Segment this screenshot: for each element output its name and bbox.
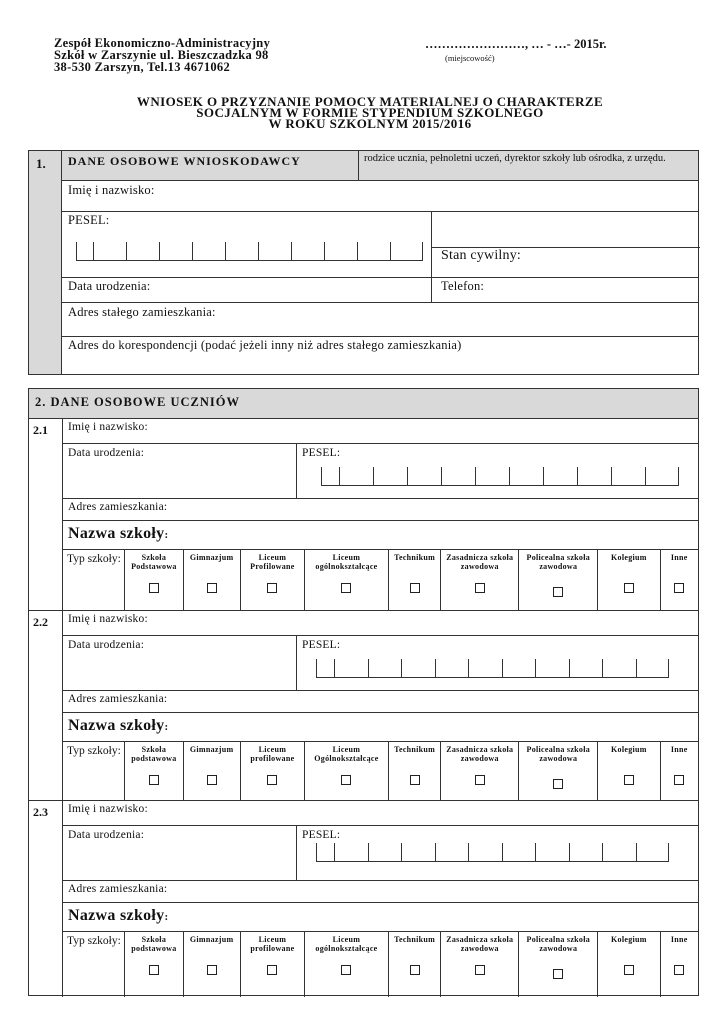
school-name-label[interactable] — [68, 717, 168, 735]
school-type-option[interactable] — [660, 741, 699, 801]
school-type-label: Szkoła Podstawowa — [131, 553, 177, 571]
student-block — [29, 611, 698, 801]
school-type-option[interactable] — [124, 741, 182, 801]
pesel-digit-cell[interactable] — [291, 242, 324, 260]
correspondence-address-label: Adres do korespondencji (podać jeżeli inny niż adres stałego zamieszkania) — [68, 338, 462, 352]
pesel-digit-cell[interactable] — [645, 467, 679, 485]
pesel-digit-cell[interactable] — [76, 242, 93, 260]
pesel-digit-cell[interactable] — [401, 843, 435, 861]
school-type-label: Technikum — [394, 935, 436, 944]
pesel-digit-cell[interactable] — [569, 843, 603, 861]
school-type-row — [63, 931, 698, 997]
pesel-digit-cell[interactable] — [225, 242, 258, 260]
school-type-option[interactable] — [124, 549, 182, 611]
school-type-option[interactable] — [183, 931, 240, 997]
place-caption: (miejscowość) — [445, 53, 495, 63]
birth-pesel-divider — [296, 825, 297, 880]
school-type-checkbox[interactable] — [624, 775, 634, 785]
school-type-checkbox[interactable] — [207, 583, 217, 593]
pesel-digit-cell[interactable] — [535, 843, 569, 861]
title-line-2: SOCJALNYM W FORMIE STYPENDIUM SZKOLNEGO — [196, 105, 544, 120]
pesel-digit-cell[interactable] — [321, 467, 339, 485]
row-divider — [63, 825, 698, 826]
school-type-option[interactable] — [388, 741, 440, 801]
student-name-label: Imię i nazwisko: — [68, 803, 148, 815]
pesel-digit-cell[interactable] — [602, 843, 636, 861]
birth-phone-row — [62, 278, 698, 303]
school-type-checkbox[interactable] — [475, 775, 485, 785]
school-type-label: Inne — [670, 553, 688, 562]
school-type-label: Policealna szkoła zawodowa — [526, 553, 591, 571]
section-2-header — [29, 389, 698, 419]
pesel-digit-cell[interactable] — [159, 242, 192, 260]
pesel-digit-cell[interactable] — [373, 467, 407, 485]
section-applicant — [28, 150, 699, 375]
school-type-option[interactable] — [660, 549, 699, 611]
school-type-label: Szkoła podstawowa — [131, 935, 177, 953]
pesel-digit-cell[interactable] — [435, 843, 469, 861]
school-type-checkbox[interactable] — [674, 775, 684, 785]
applicant-pesel-row — [62, 212, 698, 278]
school-type-option[interactable] — [597, 549, 659, 611]
row-divider — [63, 635, 698, 636]
row-divider — [63, 712, 698, 713]
applicant-address-label: Adres stałego zamieszkania: — [68, 305, 216, 319]
school-type-checkbox[interactable] — [475, 583, 485, 593]
student-name-label: Imię i nazwisko: — [68, 613, 148, 625]
school-type-label: Gimnazjum — [189, 935, 234, 944]
school-name-text: Nazwa szkoły — [68, 907, 165, 924]
school-type-label: Liceum profilowane — [250, 935, 295, 953]
pesel-digit-cell[interactable] — [258, 242, 291, 260]
school-type-label: Technikum — [394, 745, 436, 754]
school-type-label: Policealna szkoła zawodowa — [526, 745, 591, 763]
pesel-digit-cell[interactable] — [509, 467, 543, 485]
school-type-checkbox[interactable] — [410, 583, 420, 593]
school-type-label: Liceum ogólnokształcące — [315, 935, 378, 953]
school-name-colon: : — [164, 721, 169, 733]
row-divider — [63, 443, 698, 444]
school-type-option[interactable] — [240, 931, 304, 997]
pesel-digit-cell[interactable] — [368, 659, 402, 677]
school-type-row — [63, 741, 698, 801]
section-1-number: 1. — [36, 156, 46, 171]
school-name-text: Nazwa szkoły — [68, 717, 165, 734]
pesel-digit-cell[interactable] — [602, 659, 636, 677]
pesel-digit-cell[interactable] — [435, 659, 469, 677]
pesel-digit-cell[interactable] — [334, 659, 368, 677]
row-divider — [63, 690, 698, 691]
school-type-label: Liceum profilowane — [250, 745, 295, 763]
pesel-digit-cell[interactable] — [339, 467, 373, 485]
student-birth-label: Data urodzenia: — [68, 829, 145, 841]
pesel-digit-cell[interactable] — [502, 659, 536, 677]
school-type-checkbox[interactable] — [149, 583, 159, 593]
school-type-option[interactable] — [388, 931, 440, 997]
pesel-digit-cell[interactable] — [636, 659, 670, 677]
school-type-label: Liceum ogólnokształcące — [315, 553, 378, 571]
pesel-digit-cell[interactable] — [611, 467, 645, 485]
section-1-note: rodzice ucznia, pełnoletni uczeń, dyrektor szkoły lub ośrodka, z urzędu. — [364, 153, 666, 164]
student-block — [29, 801, 698, 997]
school-type-label-cell: Typ szkoły: — [67, 553, 121, 565]
pesel-digit-cell[interactable] — [316, 659, 334, 677]
school-name-colon: : — [164, 911, 169, 923]
student-number: 2.2 — [33, 615, 48, 629]
org-line-3: 38-530 Zarszyn, Tel.13 4671062 — [54, 60, 231, 74]
school-type-checkbox[interactable] — [475, 965, 485, 975]
school-type-option[interactable] — [124, 931, 182, 997]
student-pesel-cells[interactable] — [316, 659, 669, 678]
student-pesel-cells[interactable] — [316, 843, 669, 862]
student-address-label: Adres zamieszkania: — [68, 693, 168, 705]
school-type-label: Inne — [670, 935, 688, 944]
school-type-label-cell: Typ szkoły: — [67, 745, 121, 757]
school-type-checkbox[interactable] — [410, 775, 420, 785]
student-number: 2.1 — [33, 423, 48, 437]
row-divider — [63, 520, 698, 521]
pesel-digit-cell[interactable] — [357, 242, 390, 260]
marital-status-label: Stan cywilny: — [441, 248, 521, 263]
student-address-label: Adres zamieszkania: — [68, 501, 168, 513]
school-type-label: Zasadnicza szkoła zawodowa — [446, 745, 514, 763]
student-block — [29, 419, 698, 611]
school-type-label: Technikum — [394, 553, 436, 562]
school-type-label-cell: Typ szkoły: — [67, 935, 121, 947]
school-type-label: Kolegium — [611, 553, 647, 562]
pesel-digit-cell[interactable] — [390, 242, 423, 260]
school-type-checkbox[interactable] — [674, 965, 684, 975]
school-type-checkbox[interactable] — [410, 965, 420, 975]
school-type-checkbox[interactable] — [553, 587, 563, 597]
section-2-title: 2. DANE OSOBOWE UCZNIÓW — [35, 395, 240, 409]
birth-phone-divider — [431, 278, 432, 302]
pesel-divider — [431, 212, 432, 277]
title-line-1: WNIOSEK O PRZYZNANIE POMOCY MATERIALNEJ O CHARAKTERZE — [136, 94, 604, 109]
title-line-3: W ROKU SZKOLNYM 2015/2016 — [268, 116, 472, 131]
section-1-title: DANE OSOBOWE WNIOSKODAWCY — [68, 154, 301, 168]
pesel-digit-cell[interactable] — [569, 659, 603, 677]
school-type-label: Kolegium — [611, 935, 647, 944]
school-type-label: Inne — [670, 745, 688, 754]
school-type-label: Gimnazjum — [189, 745, 234, 754]
school-type-checkbox[interactable] — [553, 969, 563, 979]
school-type-checkbox[interactable] — [267, 775, 277, 785]
student-birth-label: Data urodzenia: — [68, 639, 145, 651]
organization-address — [54, 37, 270, 73]
student-name-label: Imię i nazwisko: — [68, 421, 148, 433]
pesel-digit-cell[interactable] — [535, 659, 569, 677]
school-name-text: Nazwa szkoły — [68, 525, 165, 542]
pesel-digit-cell[interactable] — [368, 843, 402, 861]
header-divider — [358, 151, 359, 180]
school-type-option[interactable] — [597, 741, 659, 801]
school-type-label: Szkoła podstawowa — [131, 745, 177, 763]
school-type-label: Kolegium — [611, 745, 647, 754]
correspondence-address-field[interactable] — [62, 337, 698, 375]
school-type-checkbox[interactable] — [149, 965, 159, 975]
section-1-sidebar — [29, 151, 62, 374]
school-type-checkbox[interactable] — [267, 583, 277, 593]
row-divider — [63, 498, 698, 499]
applicant-pesel-cells[interactable] — [76, 242, 423, 261]
applicant-birth-label: Data urodzenia: — [68, 279, 151, 293]
phone-label: Telefon: — [441, 279, 485, 293]
school-type-option[interactable] — [183, 549, 240, 611]
pesel-digit-cell[interactable] — [636, 843, 670, 861]
pesel-digit-cell[interactable] — [475, 467, 509, 485]
org-line-2: Szkół w Zarszynie ul. Bieszczadzka 98 — [54, 48, 269, 62]
applicant-pesel-label: PESEL: — [68, 213, 110, 227]
school-type-row — [63, 549, 698, 611]
school-type-option[interactable] — [388, 549, 440, 611]
school-type-checkbox[interactable] — [341, 775, 351, 785]
school-name-colon: : — [164, 529, 169, 541]
student-address-label: Adres zamieszkania: — [68, 883, 168, 895]
school-type-option[interactable] — [518, 931, 597, 997]
pesel-digit-cell[interactable] — [324, 242, 357, 260]
student-pesel-label: PESEL: — [302, 447, 341, 459]
student-pesel-label: PESEL: — [302, 639, 341, 651]
school-type-label: Zasadnicza szkoła zawodowa — [446, 935, 514, 953]
student-birth-label: Data urodzenia: — [68, 447, 145, 459]
school-type-option[interactable] — [240, 741, 304, 801]
school-type-checkbox[interactable] — [207, 965, 217, 975]
row-divider — [63, 902, 698, 903]
pesel-digit-cell[interactable] — [126, 242, 159, 260]
school-type-option[interactable] — [240, 549, 304, 611]
school-type-option[interactable] — [304, 549, 388, 611]
student-number: 2.3 — [33, 805, 48, 819]
school-type-checkbox[interactable] — [149, 775, 159, 785]
school-name-label[interactable] — [68, 907, 168, 925]
school-type-checkbox[interactable] — [207, 775, 217, 785]
pesel-digit-cell[interactable] — [192, 242, 225, 260]
school-type-option[interactable] — [440, 549, 518, 611]
section-students — [28, 388, 699, 996]
pesel-digit-cell[interactable] — [401, 659, 435, 677]
school-type-checkbox[interactable] — [341, 583, 351, 593]
pesel-digit-cell[interactable] — [93, 242, 126, 260]
school-type-checkbox[interactable] — [674, 583, 684, 593]
school-type-label: Liceum Ogólnokształcące — [314, 745, 379, 763]
applicant-address-field[interactable] — [62, 303, 698, 337]
school-type-option[interactable] — [597, 931, 659, 997]
applicant-name-field[interactable] — [62, 181, 698, 212]
form-title — [60, 96, 680, 129]
school-type-option[interactable] — [440, 741, 518, 801]
school-type-label: Gimnazjum — [189, 553, 234, 562]
school-type-checkbox[interactable] — [341, 965, 351, 975]
pesel-digit-cell[interactable] — [543, 467, 577, 485]
pesel-digit-cell[interactable] — [334, 843, 368, 861]
org-line-1: Zespół Ekonomiczno-Administracyjny — [54, 36, 271, 50]
section-1-header — [62, 151, 698, 181]
pesel-digit-cell[interactable] — [407, 467, 441, 485]
row-divider — [63, 880, 698, 881]
school-type-label: Liceum Profilowane — [250, 553, 295, 571]
student-pesel-cells[interactable] — [321, 467, 679, 486]
school-type-option[interactable] — [304, 931, 388, 997]
birth-pesel-divider — [296, 635, 297, 690]
school-type-option[interactable] — [183, 741, 240, 801]
student-pesel-label: PESEL: — [302, 829, 341, 841]
school-type-option[interactable] — [304, 741, 388, 801]
school-type-checkbox[interactable] — [624, 583, 634, 593]
pesel-digit-cell[interactable] — [468, 659, 502, 677]
applicant-name-label: Imię i nazwisko: — [68, 183, 155, 197]
pesel-digit-cell[interactable] — [316, 843, 334, 861]
school-type-checkbox[interactable] — [267, 965, 277, 975]
pesel-digit-cell[interactable] — [468, 843, 502, 861]
school-type-checkbox[interactable] — [553, 779, 563, 789]
pesel-digit-cell[interactable] — [502, 843, 536, 861]
school-type-checkbox[interactable] — [624, 965, 634, 975]
school-type-option[interactable] — [518, 549, 597, 611]
date-line[interactable]: ……………………, … - …- 2015r. — [425, 37, 607, 51]
birth-pesel-divider — [296, 443, 297, 498]
school-type-option[interactable] — [440, 931, 518, 997]
school-type-label: Zasadnicza szkoła zawodowa — [446, 553, 514, 571]
pesel-digit-cell[interactable] — [441, 467, 475, 485]
school-type-label: Policealna szkoła zawodowa — [526, 935, 591, 953]
pesel-digit-cell[interactable] — [577, 467, 611, 485]
school-type-option[interactable] — [518, 741, 597, 801]
school-name-label[interactable] — [68, 525, 168, 543]
school-type-option[interactable] — [660, 931, 699, 997]
